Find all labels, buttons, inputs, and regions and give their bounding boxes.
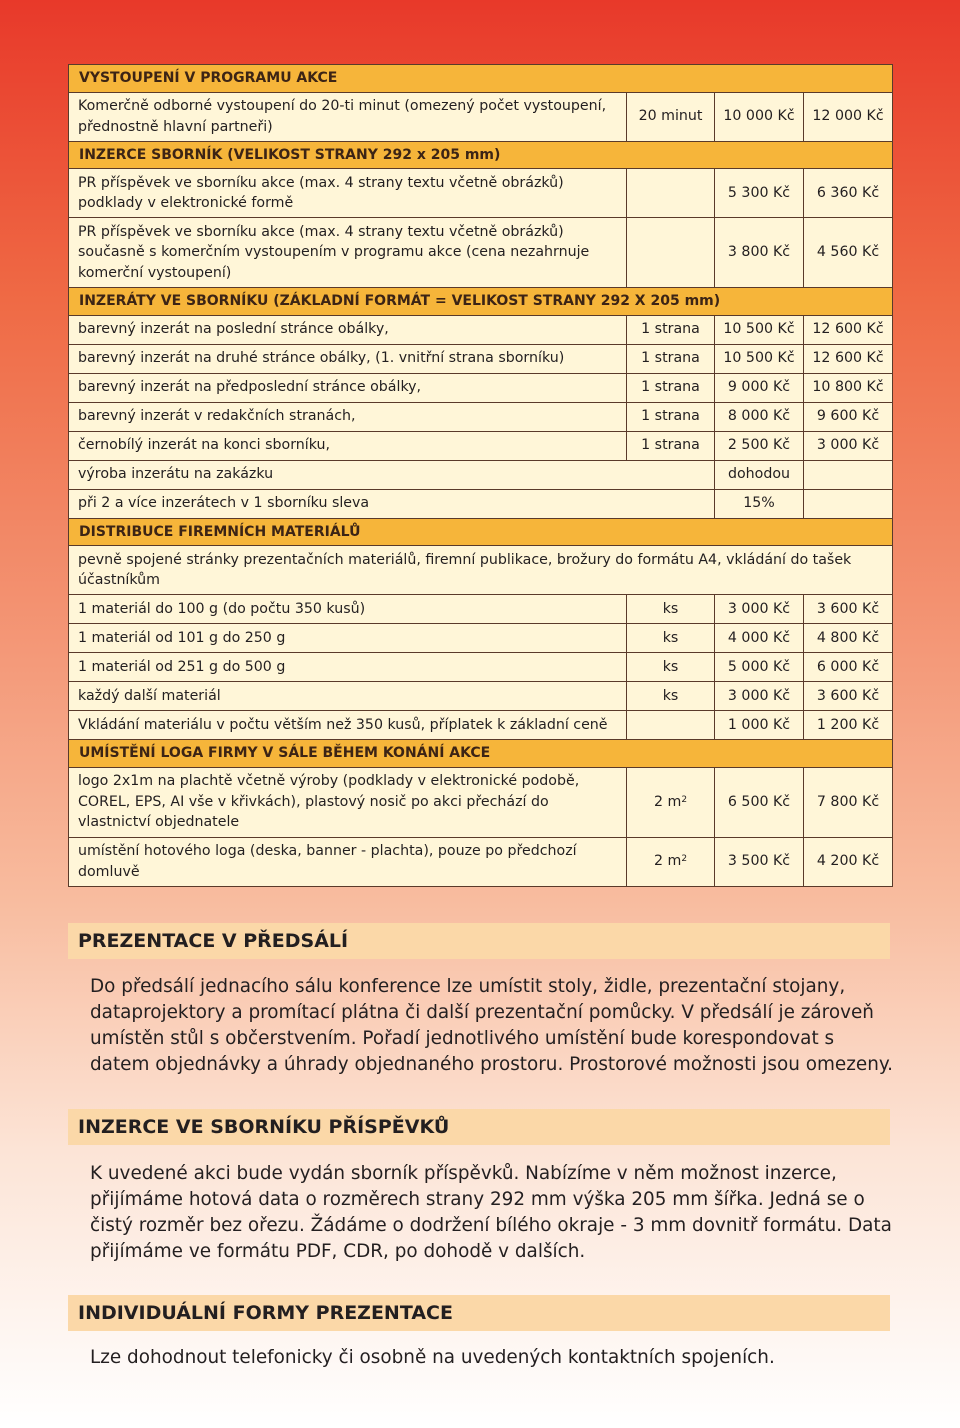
item-description: každý další materiál: [69, 682, 627, 711]
item-description: Vkládání materiálu v počtu větším než 350 kusů, příplatek k základní ceně: [69, 711, 627, 740]
item-unit: 1 strana: [627, 344, 715, 373]
section-title: INZERÁTY VE SBORNÍKU (ZÁKLADNÍ FORMÁT = VELIKOST STRANY 292 X 205 mm): [69, 288, 893, 316]
item-price: 8 000 Kč: [715, 402, 804, 431]
item-description: 1 materiál od 251 g do 500 g: [69, 653, 627, 682]
table-row: [69, 595, 893, 624]
item-price: 3 500 Kč: [715, 837, 804, 886]
item-price-vat: 9 600 Kč: [804, 402, 893, 431]
section-title: UMÍSTĚNÍ LOGA FIRMY V SÁLE BĚHEM KONÁNÍ AKCE: [69, 740, 893, 768]
item-price: 10 500 Kč: [715, 344, 804, 373]
item-price-vat: [804, 489, 893, 518]
section-header-inzerce: [69, 141, 893, 169]
item-unit: ks: [627, 653, 715, 682]
item-price-vat: 3 600 Kč: [804, 682, 893, 711]
item-description: Komerčně odborné vystoupení do 20-ti minut (omezený počet vystoupení, přednostně hlavní partneři): [69, 92, 627, 141]
table-row: [69, 624, 893, 653]
section-heading-predsali: PREZENTACE V PŘEDSÁLÍ: [68, 923, 890, 959]
item-description: 1 materiál od 101 g do 250 g: [69, 624, 627, 653]
item-price-vat: 4 800 Kč: [804, 624, 893, 653]
section-text-inzerce: K uvedené akci bude vydán sborník příspěvků. Nabízíme v něm možnost inzerce, přijímáme hotová data o rozměrech strany 292 mm výška 205 mm šířka. Jedná se o čistý rozměr bez ořezu. Žádáme o dodržení bílého okraje - 3 mm dovnitř formátu. Data přijímáme ve formátu PDF, CDR, po dohodě v dalších.: [90, 1163, 892, 1262]
item-price: 4 000 Kč: [715, 624, 804, 653]
item-unit: ks: [627, 682, 715, 711]
item-price-vat: 12 600 Kč: [804, 344, 893, 373]
section-header-distribuce: [69, 518, 893, 546]
item-price: 3 000 Kč: [715, 595, 804, 624]
item-description: PR příspěvek ve sborníku akce (max. 4 strany textu včetně obrázků) podklady v elektronické formě: [69, 169, 627, 218]
item-price-vat: 10 800 Kč: [804, 373, 893, 402]
section-heading-individualni: INDIVIDUÁLNÍ FORMY PREZENTACE: [68, 1295, 890, 1331]
item-description: 1 materiál do 100 g (do počtu 350 kusů): [69, 595, 627, 624]
table-row: [69, 489, 893, 518]
item-price-vat: 4 560 Kč: [804, 218, 893, 288]
section-heading-inzerce: INZERCE VE SBORNÍKU PŘÍSPĚVKŮ: [68, 1109, 890, 1145]
item-price-vat: 4 200 Kč: [804, 837, 893, 886]
section-header-vystoupeni: [69, 65, 893, 93]
item-price: 5 300 Kč: [715, 169, 804, 218]
item-description: výroba inzerátu na zakázku: [69, 460, 715, 489]
section-header-inzeraty: [69, 288, 893, 316]
item-price-vat: 6 360 Kč: [804, 169, 893, 218]
item-price: 6 500 Kč: [715, 767, 804, 837]
section-title: DISTRIBUCE FIREMNÍCH MATERIÁLŮ: [69, 518, 893, 546]
item-price-vat: 3 000 Kč: [804, 431, 893, 460]
item-unit: [627, 711, 715, 740]
item-description: barevný inzerát na poslední stránce obálky,: [69, 315, 627, 344]
item-price: 2 500 Kč: [715, 431, 804, 460]
table-row: [69, 767, 893, 837]
item-price-vat: 6 000 Kč: [804, 653, 893, 682]
table-row: [69, 431, 893, 460]
table-row: [69, 169, 893, 218]
item-price: 3 800 Kč: [715, 218, 804, 288]
item-price: 5 000 Kč: [715, 653, 804, 682]
item-description: barevný inzerát na předposlední stránce obálky,: [69, 373, 627, 402]
item-price: 9 000 Kč: [715, 373, 804, 402]
table-row: [69, 837, 893, 886]
item-price: 1 000 Kč: [715, 711, 804, 740]
table-row: [69, 711, 893, 740]
item-description: barevný inzerát v redakčních stranách,: [69, 402, 627, 431]
table-row: [69, 653, 893, 682]
item-price: 3 000 Kč: [715, 682, 804, 711]
item-description: černobílý inzerát na konci sborníku,: [69, 431, 627, 460]
item-price: dohodou: [715, 460, 804, 489]
item-price: 10 500 Kč: [715, 315, 804, 344]
item-unit: 1 strana: [627, 315, 715, 344]
item-price-vat: 12 600 Kč: [804, 315, 893, 344]
item-unit: [627, 169, 715, 218]
item-price-vat: 12 000 Kč: [804, 92, 893, 141]
item-description: barevný inzerát na druhé stránce obálky, (1. vnitřní strana sborníku): [69, 344, 627, 373]
item-price: 10 000 Kč: [715, 92, 804, 141]
table-row: [69, 402, 893, 431]
item-description: při 2 a více inzerátech v 1 sborníku sleva: [69, 489, 715, 518]
item-discount: 15%: [715, 489, 804, 518]
table-row: [69, 373, 893, 402]
table-row: [69, 460, 893, 489]
item-description: pevně spojené stránky prezentačních materiálů, firemní publikace, brožury do formátu A4, vkládání do tašek účastníkům: [69, 546, 893, 595]
item-unit: 1 strana: [627, 373, 715, 402]
table-row: [69, 315, 893, 344]
item-description: PR příspěvek ve sborníku akce (max. 4 strany textu včetně obrázků) současně s komerčním vystoupením v programu akce (cena nezahrnuje komerční vystoupení): [69, 218, 627, 288]
item-description: umístění hotového loga (deska, banner - plachta), pouze po předchozí domluvě: [69, 837, 627, 886]
section-title: VYSTOUPENÍ V PROGRAMU AKCE: [69, 65, 893, 93]
item-unit: 2 $m^2$: [627, 837, 715, 886]
item-unit: 20 minut: [627, 92, 715, 141]
price-table: [68, 64, 893, 887]
item-price-vat: [804, 460, 893, 489]
section-title: INZERCE SBORNÍK (VELIKOST STRANY 292 x 205 mm): [69, 141, 893, 169]
item-unit: ks: [627, 624, 715, 653]
item-unit: ks: [627, 595, 715, 624]
table-row: [69, 344, 893, 373]
item-price-vat: 3 600 Kč: [804, 595, 893, 624]
section-text-predsali: Do předsálí jednacího sálu konference lze umístit stoly, židle, prezentační stojany, dataprojektory a promítací plátna či další prezentační pomůcky. V předsálí je zároveň umístěn stůl s občerstvením. Pořadí jednotlivého umístění bude korespondovat s datem objednávky a úhrady objednaného prostoru. Prostorové možnosti jsou omezeny.: [90, 976, 893, 1075]
item-description: logo 2x1m na plachtě včetně výroby (podklady v elektronické podobě, COREL, EPS, AI vše v křivkách), plastový nosič po akci přechází do vlastnictví objednatele: [69, 767, 627, 837]
section-header-loga: [69, 740, 893, 768]
item-unit: 1 strana: [627, 402, 715, 431]
table-row: [69, 682, 893, 711]
item-price-vat: 7 800 Kč: [804, 767, 893, 837]
item-unit: 1 strana: [627, 431, 715, 460]
table-row: [69, 92, 893, 141]
table-row: [69, 218, 893, 288]
item-price-vat: 1 200 Kč: [804, 711, 893, 740]
item-unit: [627, 218, 715, 288]
table-row: [69, 546, 893, 595]
section-text-individualni: Lze dohodnout telefonicky či osobně na uvedených kontaktních spojeních.: [90, 1347, 775, 1368]
item-unit: 2 $m^2$: [627, 767, 715, 837]
